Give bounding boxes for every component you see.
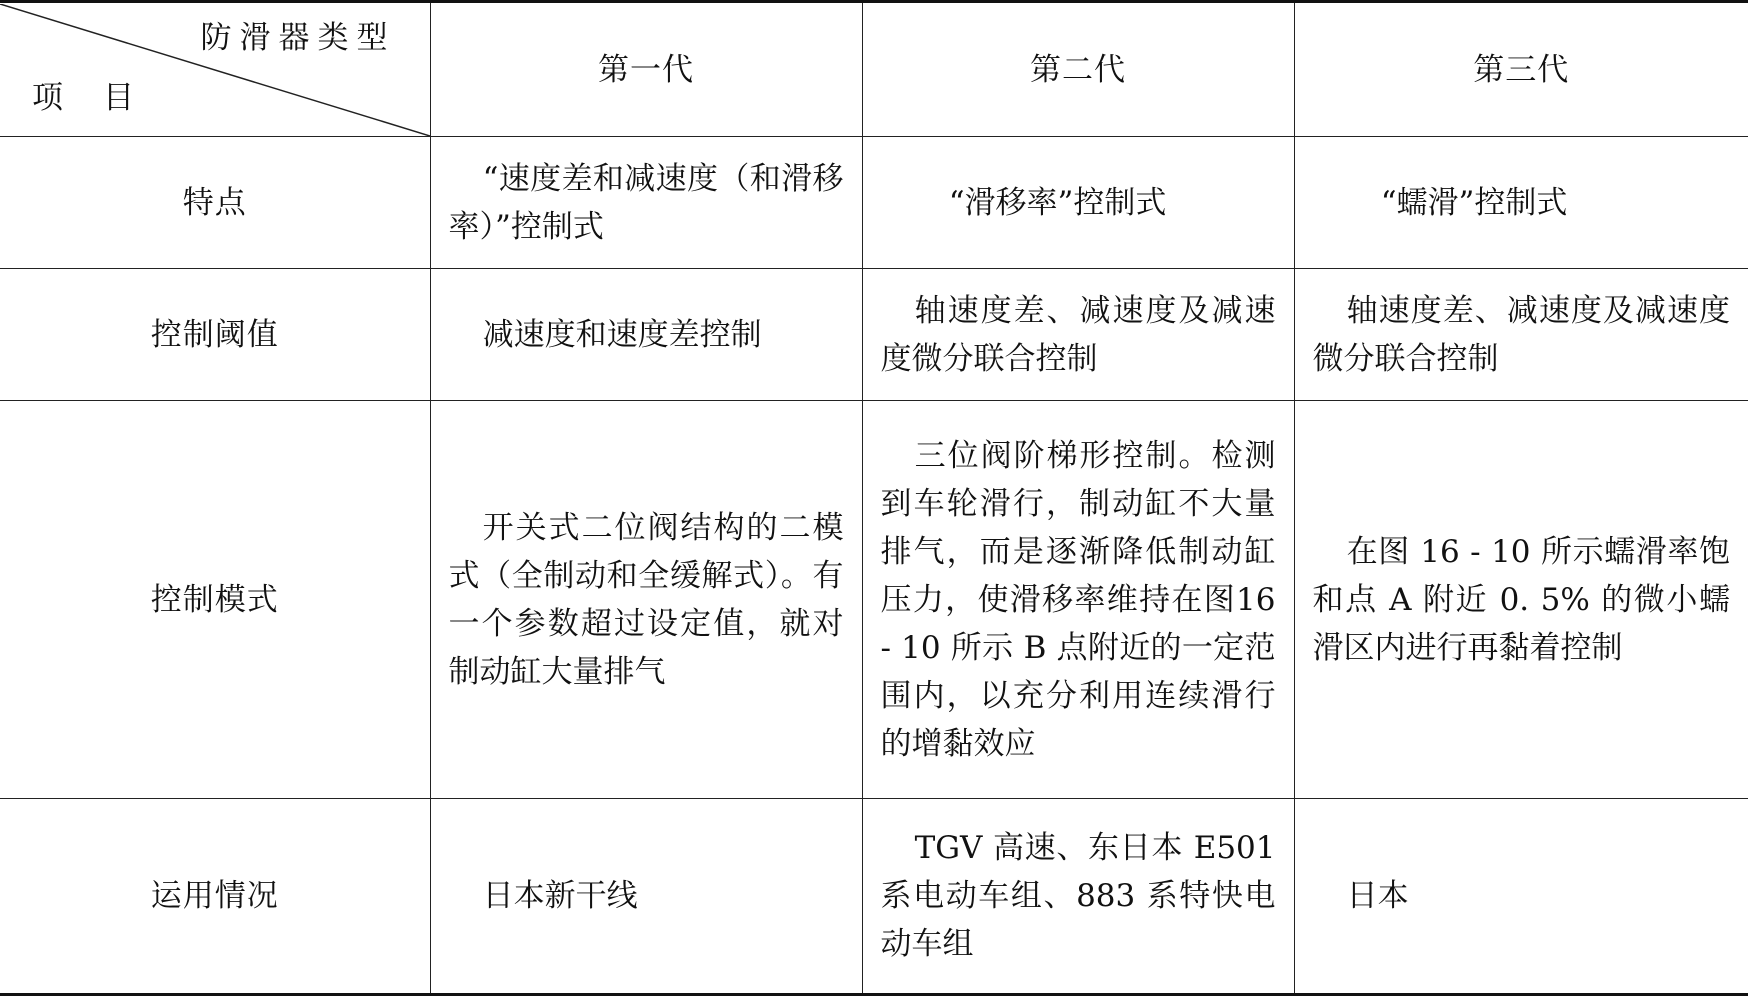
row-label-threshold: 控制阈值	[0, 269, 430, 401]
table-row-mode	[0, 401, 1748, 799]
cell-text: 轴速度差、减速度及减速度微分联合控制	[880, 292, 1276, 377]
table-cell	[430, 269, 862, 401]
cell-text: 日本	[1346, 878, 1409, 914]
header-row	[0, 2, 1748, 137]
column-header-gen1: 第一代	[430, 2, 862, 137]
table-cell	[430, 799, 862, 995]
cell-text: TGV 高速、东日本 E501 系电动车组、883 系特快电动车组	[880, 830, 1276, 962]
table-row-threshold	[0, 269, 1748, 401]
table-cell	[1294, 799, 1748, 995]
column-header-gen3: 第三代	[1294, 2, 1748, 137]
corner-bottom-label	[32, 74, 134, 122]
row-label-features: 特点	[0, 137, 430, 269]
table-cell	[862, 137, 1294, 269]
column-header-gen2: 第二代	[862, 2, 1294, 137]
cell-text: 在图 16 - 10 所示蠕滑率饱和点 A 附近 0. 5% 的微小蠕滑区内进行再黏着控制	[1312, 533, 1730, 666]
table-cell	[430, 137, 862, 269]
table-row-features	[0, 137, 1748, 269]
row-label-usage: 运用情况	[0, 799, 430, 995]
table-cell	[1294, 401, 1748, 799]
cell-text: “滑移率”控制式	[948, 184, 1167, 221]
diagonal-header	[0, 4, 430, 136]
cell-text: 轴速度差、减速度及减速度微分联合控制	[1312, 292, 1730, 377]
table-cell	[1294, 137, 1748, 269]
cell-text: “速度差和减速度（和滑移率）”控制式	[448, 160, 844, 245]
table-cell	[862, 799, 1294, 995]
cell-text: 减速度和速度差控制	[482, 316, 762, 353]
corner-bottom-label-1: 项	[32, 79, 63, 116]
corner-header-cell	[0, 2, 430, 137]
table-cell	[862, 269, 1294, 401]
table-cell	[430, 401, 862, 799]
corner-bottom-label-2: 目	[103, 79, 134, 116]
row-label-mode: 控制模式	[0, 401, 430, 799]
table-cell	[1294, 269, 1748, 401]
cell-text: 开关式二位阀结构的二模式（全制动和全缓解式）。有一个参数超过设定值，就对制动缸大量排气	[448, 509, 844, 690]
table-cell	[862, 401, 1294, 799]
cell-text: 日本新干线	[482, 878, 638, 914]
cell-text: “蠕滑”控制式	[1380, 184, 1568, 221]
table-row-usage	[0, 799, 1748, 995]
cell-text: 三位阀阶梯形控制。检测到车轮滑行，制动缸不大量排气，而是逐渐降低制动缸压力，使滑移率维持在图16 - 10 所示 B 点附近的一定范围内，以充分利用连续滑行的增黏效应	[880, 437, 1276, 762]
corner-top-label: 防滑器类型	[200, 19, 396, 56]
